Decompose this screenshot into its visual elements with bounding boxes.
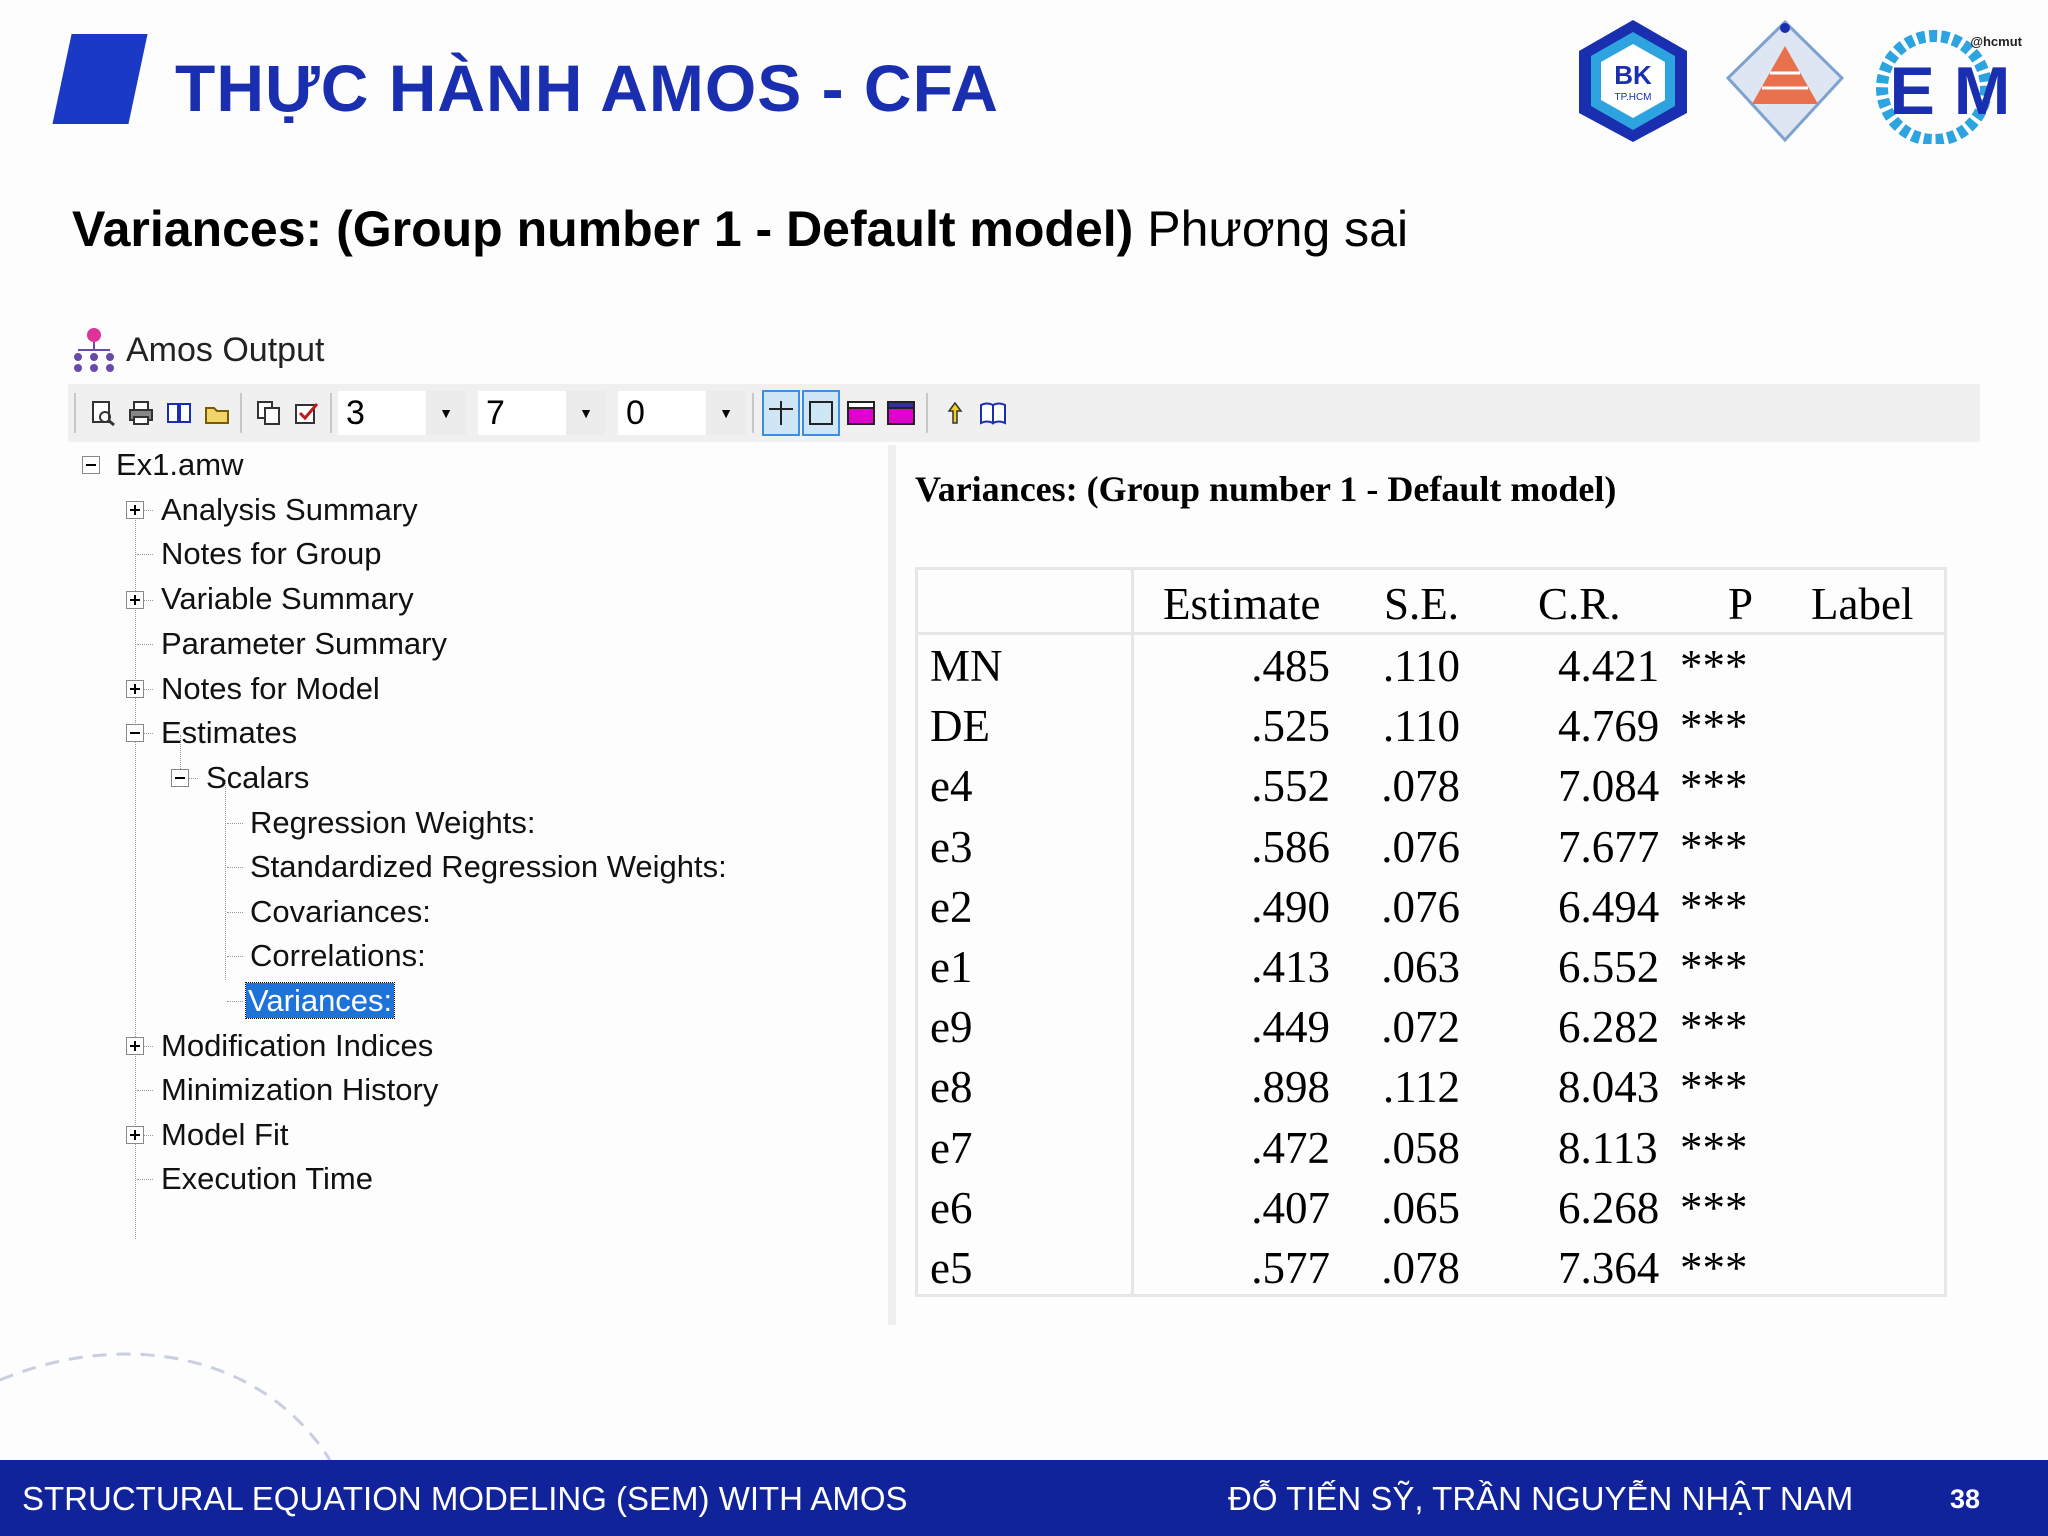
row-name-cell: MN [930,641,1003,691]
toolbar-separator [240,393,242,433]
se-cell: .110 [1382,701,1460,752]
tree-item-variances[interactable] [246,981,394,1021]
p-cell: *** [1680,881,1748,932]
grid-lines-button[interactable] [762,390,800,436]
tree-item-scalars[interactable]: Scalars [206,760,310,795]
tree-item-minimization-history[interactable]: Minimization History [161,1072,439,1107]
pane-splitter[interactable] [888,445,896,1325]
se-cell: .058 [1381,1122,1460,1173]
tree-item-execution-time[interactable]: Execution Time [161,1161,373,1196]
table-row [918,1182,1944,1242]
table-row [918,1242,1944,1302]
magenta-table-icon-2 [886,399,916,427]
cem-logo [1872,18,2032,144]
p-cell: *** [1680,641,1748,691]
variances-table [915,567,1947,1297]
faculty-pyramid-logo [1722,18,1848,144]
row-name-cell: e2 [930,881,973,932]
cr-cell: 7.084 [1558,761,1660,812]
bk-logo [1570,18,1696,144]
footer-authors: ĐỖ TIẾN SỸ, TRẦN NGUYỄN NHẬT NAM [1228,1480,1854,1517]
column-spacing-combo[interactable] [478,391,606,435]
table-header-divider [918,632,1944,635]
cem-tag: @hcmut [1970,34,2022,49]
column-header-estimate: Estimate [1163,579,1321,629]
se-cell: .110 [1382,641,1460,691]
tree-connector [225,780,226,980]
table-row [918,640,1944,700]
expand-toggle[interactable] [126,591,144,609]
column-header-cr: C.R. [1538,579,1621,629]
table-row [918,760,1944,820]
footer-course-title: STRUCTURAL EQUATION MODELING (SEM) WITH AMOS [22,1480,908,1517]
toolbar-separator [330,393,332,433]
se-cell: .078 [1381,761,1460,812]
se-cell: .072 [1381,1002,1460,1053]
p-cell: *** [1680,1182,1748,1233]
grid-lines-icon [767,399,795,427]
table-row [918,881,1944,941]
table-row [918,821,1944,881]
print-preview-icon[interactable] [86,396,120,430]
p-cell: *** [1680,1122,1748,1173]
p-cell: *** [1680,761,1748,812]
tree-item-modification-indices[interactable]: Modification Indices [161,1028,434,1063]
decimal-places-combo[interactable] [338,391,466,435]
page-number: 38 [1950,1484,1981,1514]
collapse-toggle[interactable] [82,456,100,474]
p-cell: *** [1680,701,1748,752]
table-style-button-2[interactable] [882,390,920,436]
estimate-cell: .485 [1251,641,1330,691]
tree-item-notes-for-model[interactable]: Notes for Model [161,671,380,706]
combo3-value: 0 [626,393,645,432]
p-cell: *** [1680,1062,1748,1113]
p-cell: *** [1680,821,1748,872]
toolbar-separator [752,393,754,433]
window-title-text: Amos Output [126,330,325,369]
cr-cell: 4.421 [1558,641,1660,691]
estimate-cell: .577 [1251,1243,1330,1293]
combo1-value: 3 [346,393,365,432]
combo2-value: 7 [486,393,505,432]
row-name-cell: e3 [930,821,973,872]
bk-logo-sub: TP.HCM [1614,92,1652,103]
estimate-cell: .472 [1251,1122,1330,1173]
bk-logo-text: BK [1614,60,1652,90]
slide-subtitle [72,200,1408,258]
row-name-cell: e4 [930,761,973,812]
copy-icon[interactable] [252,396,286,430]
cr-cell: 6.268 [1558,1182,1660,1233]
estimate-cell: .525 [1251,701,1330,752]
column-header-label: Label [1811,579,1914,629]
estimate-cell: .490 [1251,881,1330,932]
table-border-button[interactable] [802,390,840,436]
table-row [918,941,1944,1001]
table-row [918,700,1944,760]
output-heading: Variances: (Group number 1 - Default model) [915,469,1617,509]
toolbar-separator [926,393,928,433]
tree-item-variances-label: Variances: [248,983,393,1018]
magenta-table-icon [846,399,876,427]
se-cell: .112 [1382,1062,1460,1113]
chevron-down-icon[interactable]: ▼ [706,391,746,435]
output-navigation-tree [0,445,880,1325]
se-cell: .063 [1381,942,1460,992]
cr-cell: 8.113 [1558,1122,1658,1173]
slide-title: THỰC HÀNH AMOS - CFA [175,51,999,125]
tree-item-covariances[interactable]: Covariances: [250,894,431,929]
expand-toggle[interactable] [126,680,144,698]
se-cell: .065 [1381,1182,1460,1233]
tree-root-file[interactable]: Ex1.amw [116,447,244,482]
chevron-down-icon[interactable]: ▼ [426,391,466,435]
book-icon[interactable] [162,396,196,430]
table-row [918,1061,1944,1121]
collapse-toggle[interactable] [126,724,144,742]
expand-toggle[interactable] [126,501,144,519]
book-open-icon[interactable] [976,396,1010,430]
p-cell: *** [1680,1243,1748,1293]
se-cell: .076 [1381,881,1460,932]
estimate-cell: .898 [1251,1062,1330,1113]
tree-item-parameter-summary[interactable]: Parameter Summary [161,626,447,661]
subtitle-bold: Variances: (Group number 1 - Default model) [72,201,1134,257]
estimate-cell: .586 [1251,821,1330,872]
cr-cell: 6.494 [1558,881,1660,932]
estimate-cell: .449 [1251,1002,1330,1053]
amos-app-icon [70,326,118,374]
se-cell: .076 [1381,821,1460,872]
toolbar-grip [74,393,76,433]
row-name-cell: e5 [930,1243,973,1293]
amos-window-title [70,325,324,375]
p-cell: *** [1680,1002,1748,1053]
cr-cell: 4.769 [1558,701,1660,752]
decorative-arc [0,1340,380,1470]
open-folder-icon[interactable] [200,396,234,430]
cr-cell: 8.043 [1558,1062,1660,1113]
estimate-cell: .413 [1251,942,1330,992]
slide-footer [0,1460,2048,1536]
tree-item-standardized-regression-weights[interactable]: Standardized Regression Weights: [250,849,727,884]
cr-cell: 7.364 [1558,1243,1660,1293]
subtitle-vietnamese: Phương sai [1147,201,1409,257]
print-icon[interactable] [124,396,158,430]
row-name-cell: DE [930,701,990,752]
check-icon[interactable] [290,396,324,430]
expand-toggle[interactable] [126,1037,144,1055]
expand-toggle[interactable] [126,1126,144,1144]
estimate-cell: .407 [1251,1182,1330,1233]
table-style-button[interactable] [842,390,880,436]
cr-cell: 6.282 [1558,1002,1660,1053]
row-name-cell: e1 [930,942,973,992]
tree-item-variable-summary[interactable]: Variable Summary [161,581,414,616]
tree-item-correlations[interactable]: Correlations: [250,938,426,973]
svg-text:E M: E M [1889,53,2011,129]
collapse-toggle[interactable] [171,769,189,787]
box-icon [807,399,835,427]
pointer-up-icon[interactable] [938,396,972,430]
tree-item-estimates[interactable]: Estimates [161,715,298,750]
chevron-down-icon[interactable]: ▼ [566,391,606,435]
toolbar [68,384,1980,442]
cr-cell: 7.677 [1558,821,1660,872]
p-cell: *** [1680,942,1748,992]
row-name-cell: e8 [930,1062,973,1113]
tree-item-regression-weights[interactable]: Regression Weights: [250,805,536,840]
tree-item-analysis-summary[interactable]: Analysis Summary [161,492,418,527]
se-cell: .078 [1381,1243,1460,1293]
estimate-cell: .552 [1251,761,1330,812]
tree-item-model-fit[interactable]: Model Fit [161,1117,289,1152]
table-offset-combo[interactable] [618,391,746,435]
table-row [918,1001,1944,1061]
row-name-cell: e7 [930,1122,973,1173]
column-header-p: P [1728,579,1754,629]
row-name-cell: e6 [930,1182,973,1233]
table-row [918,1122,1944,1182]
tree-item-notes-for-group[interactable]: Notes for Group [161,536,382,571]
row-name-cell: e9 [930,1002,973,1053]
cr-cell: 6.552 [1558,942,1660,992]
column-header-se: S.E. [1384,579,1460,629]
